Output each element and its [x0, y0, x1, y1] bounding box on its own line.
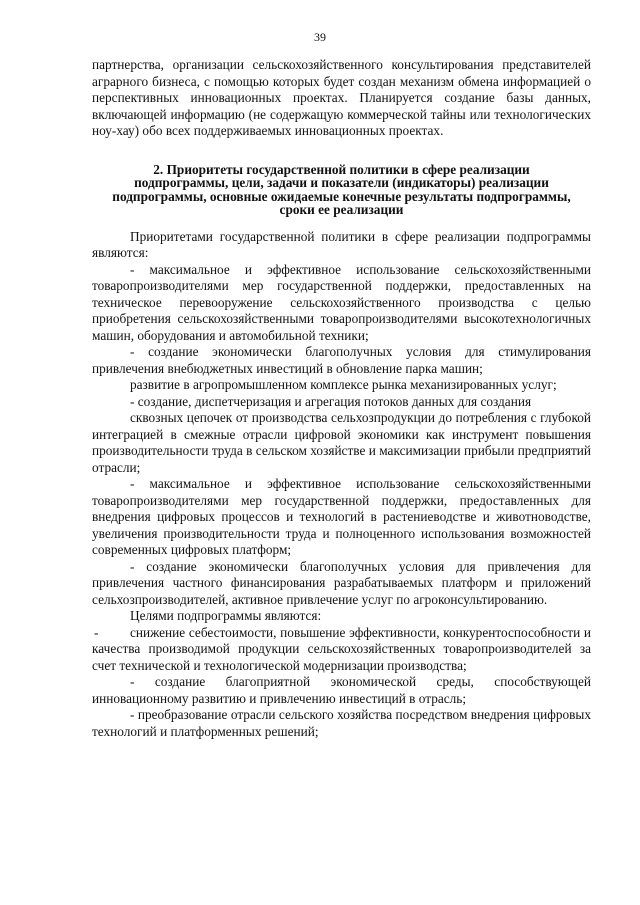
section-heading: 2. Приоритеты государственной политики в сфере реализации подпрограммы, цели, задачи и показатели (индикаторы) реализации подпрограммы, основные ожидаемые конечные результаты подпрограммы, сроки ее реализации	[112, 161, 571, 218]
goal-1-dash: -	[94, 624, 99, 640]
paragraph-goal-1	[92, 625, 591, 675]
paragraph-priority-1: - максимальное и эффективное использование сельскохозяйственными товаропроизводителями мер государственной поддержки, предоставленных на техническое перевооружение сельскохозяйственного производства с целью приобретения сельскохозяйственными товаропроизводителями высокотехнологичных машин, оборудования и автомобильной техники;	[92, 261, 591, 343]
paragraph-priority-5: - максимальное и эффективное использование сельскохозяйственными товаропроизводителями мер государственной поддержки, предоставленных для внедрения цифровых процессов и технологий в растениеводстве и животноводстве, увеличения производительности труда и полноценного использования возможностей современных цифровых платформ;	[92, 476, 591, 558]
paragraph-priority-3: развитие в агропромышленном комплексе рынка механизированных услуг;	[130, 377, 557, 393]
document-body	[92, 57, 591, 740]
page-number: 39	[314, 30, 326, 44]
paragraph-priority-2: - создание экономически благополучных условия для стимулирования привлечения внебюджетных инвестиций в обновление парка машин;	[92, 344, 591, 376]
paragraph-goals-intro: Целями подпрограммы являются:	[130, 608, 322, 624]
paragraph-priority-6: - создание экономически благополучных условия для привлечения для привлечения частного финансирования разрабатываемых платформ и приложений сельхозпроизводителей, активное привлечение услуг по агроконсультированию.	[92, 558, 591, 607]
paragraph-goal-2: - создание благоприятной экономической среды, способствующей инновационному развитию и привлечению инвестиций в отрасль;	[92, 674, 591, 706]
paragraph-priority-4-cont: сквозных цепочек от производства сельхозпродукции до потребления с глубокой интеграцией в смежные отрасли цифровой экономики как инструмент повышения производительности труда в сельском хозяйстве и максимизации прибыли предприятий отрасли;	[92, 410, 591, 475]
paragraph-priorities-intro: Приоритетами государственной политики в сфере реализации подпрограммы являются:	[92, 228, 591, 261]
paragraph-goal-3: - преобразование отрасли сельского хозяйства посредством внедрения цифровых технологий и платформенных решений;	[92, 707, 591, 739]
paragraph-continuation: партнерства, организации сельскохозяйственного консультирования представителей аграрного бизнеса, с помощью которых будет создан механизм обмена информацией о перспективных инновационных проектах. Планируется создание базы данных, включающей информацию (не содержащую коммерческой тайны или технологических ноу-хау) обо всех поддерживаемых инновационных проектах.	[92, 57, 591, 138]
paragraph-priority-4: - создание, диспетчеризация и агрегация потоков данных для создания	[130, 393, 532, 409]
goal-1-text: снижение себестоимости, повышение эффективности, конкурентоспособности и качества производимой продукции сельскохозяйственных товаропроизводителей за счет технической и технологической модернизации производства;	[92, 624, 591, 673]
